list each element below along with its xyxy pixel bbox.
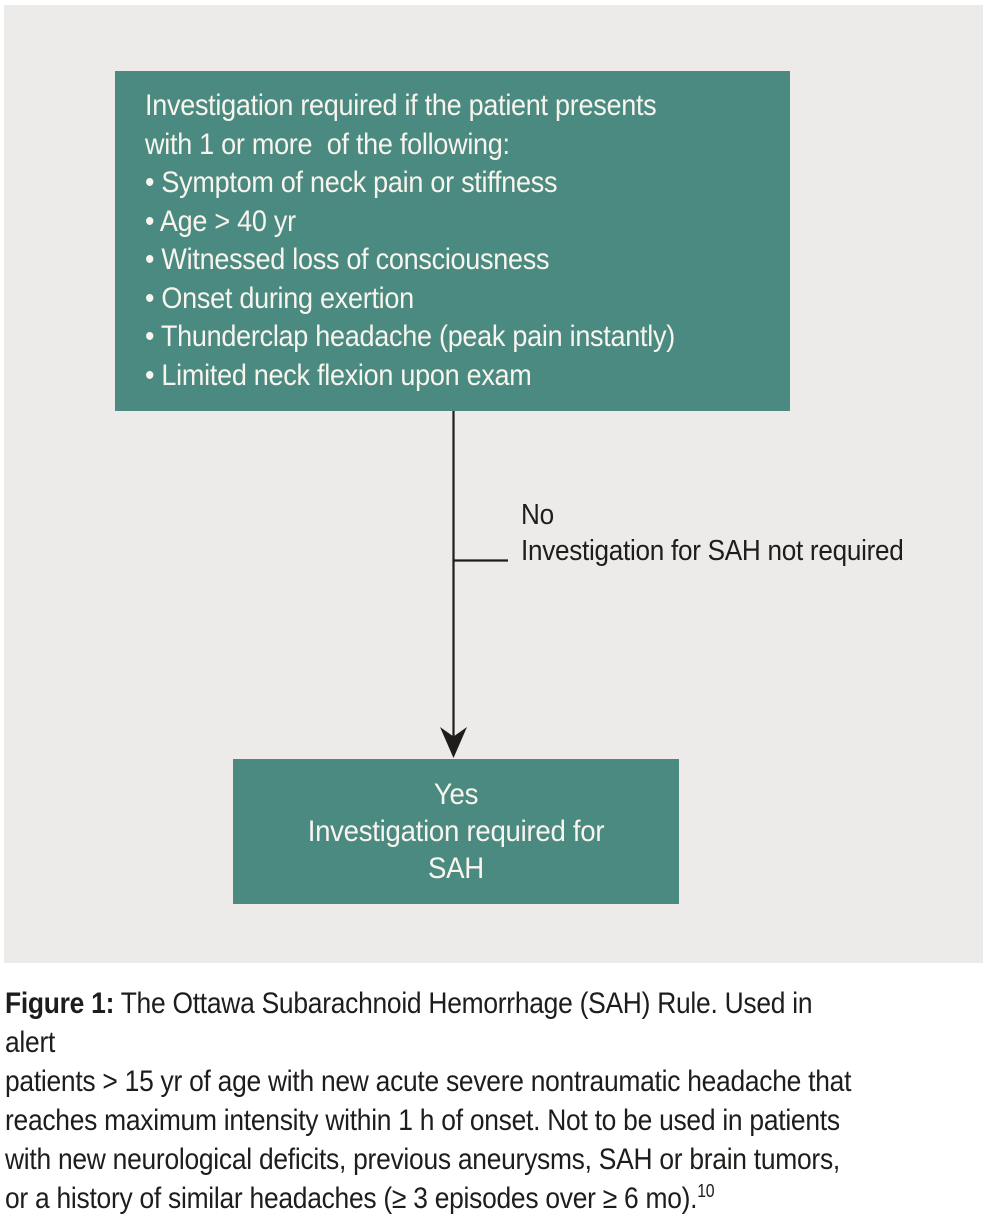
caption-text: or a history of similar headaches (≥ 3 episodes over ≥ 6 mo). bbox=[5, 1182, 698, 1215]
decision-criterion: • Symptom of neck pain or stiffness bbox=[145, 166, 558, 199]
decision-box bbox=[115, 71, 790, 411]
footnote-reference: 10 bbox=[697, 1181, 715, 1201]
caption-line: reaches maximum intensity within 1 h of onset. Not to be used in patients bbox=[5, 1104, 840, 1137]
yes-box-outcome: SAH bbox=[428, 852, 484, 885]
decision-criterion: • Onset during exertion bbox=[145, 281, 414, 315]
caption-line bbox=[5, 984, 867, 1062]
yes-box-answer: Yes bbox=[433, 778, 479, 811]
caption-text: The Ottawa Subarachnoid Hemorrhage (SAH) Rule. Used in alert bbox=[5, 987, 820, 1059]
decision-criterion: • Limited neck flexion upon exam bbox=[145, 358, 532, 392]
down-arrowhead-icon bbox=[440, 727, 467, 758]
caption-line: with new neurological deficits, previous aneurysms, SAH or brain tumors, bbox=[5, 1143, 840, 1176]
decision-criterion: • Thunderclap headache (peak pain instantly) bbox=[145, 320, 675, 353]
decision-criterion: • Age > 40 yr bbox=[145, 204, 296, 238]
decision-box-line: with 1 or more of the following: bbox=[145, 127, 510, 161]
caption-line: patients > 15 yr of age with new acute severe nontraumatic headache that bbox=[5, 1065, 852, 1098]
no-branch-label bbox=[521, 497, 981, 569]
caption-line bbox=[5, 1179, 867, 1218]
decision-criterion: • Witnessed loss of consciousness bbox=[145, 243, 550, 276]
figure-label: Figure 1: bbox=[5, 987, 115, 1020]
figure-caption bbox=[5, 984, 985, 1218]
no-branch-answer: No bbox=[521, 499, 554, 531]
yes-box-outcome: Investigation required for bbox=[307, 815, 605, 848]
yes-outcome-box bbox=[233, 759, 679, 904]
no-branch-outcome: Investigation for SAH not required bbox=[521, 535, 904, 567]
decision-box-line: Investigation required if the patient presents bbox=[145, 89, 657, 122]
